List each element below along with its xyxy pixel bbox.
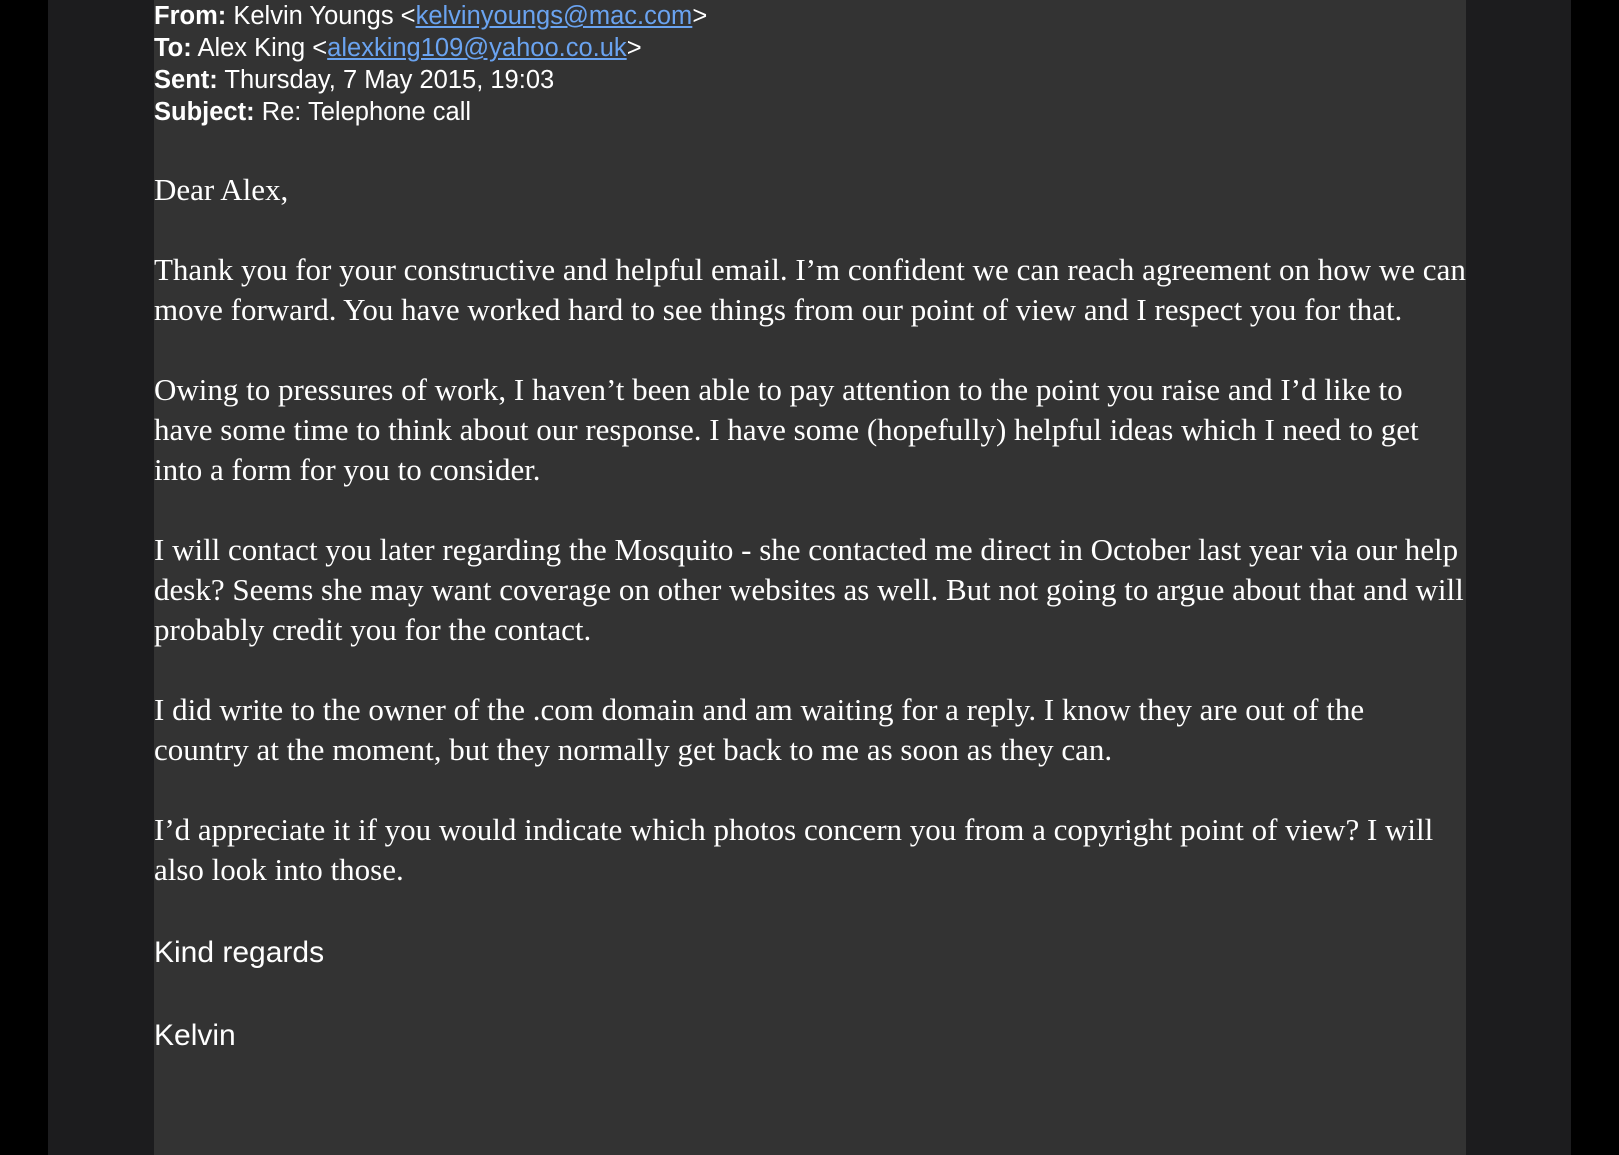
from-label: From: [154, 2, 227, 30]
sent-label: Sent: [154, 66, 218, 94]
subject-row [154, 96, 1454, 128]
body-paragraph: I will contact you later regarding the Mosquito - she contacted me direct in October last year via our help desk? Seems she may want coverage on other websites as well. But not going to argue about that and will probably credit you for the contact. [154, 532, 1464, 647]
body-paragraph: I’d appreciate it if you would indicate which photos concern you from a copyright point of view? I will also look into those. [154, 812, 1434, 887]
from-email-link[interactable]: kelvinyoungs@mac.com [415, 2, 693, 30]
subject-label: Subject: [154, 98, 255, 126]
greeting: Dear Alex, [154, 172, 289, 207]
sent-value: Thursday, 7 May 2015, 19:03 [224, 66, 555, 94]
email-body [154, 170, 1466, 1056]
email-header [154, 0, 1454, 128]
body-paragraph: I did write to the owner of the .com domain and am waiting for a reply. I know they are out of the country at the moment, but they normally get back to me as soon as they can. [154, 692, 1365, 767]
body-paragraph: Owing to pressures of work, I haven’t been able to pay attention to the point you raise and I’d like to have some time to think about our response. I have some (hopefully) helpful ideas which I need to get into a form for you to consider. [154, 372, 1419, 487]
body-paragraph: Thank you for your constructive and helpful email. I’m confident we can reach agreement on how we can move forward. You have worked hard to see things from our point of view and I respect you for that. [154, 252, 1466, 327]
from-row: From: Kelvin Youngs <kelvinyoungs@mac.com> [154, 2, 708, 30]
subject-value: Re: Telephone call [261, 98, 472, 126]
closing: Kind regards [154, 936, 325, 969]
from-name: Kelvin Youngs [233, 2, 394, 30]
sent-row [154, 64, 1454, 96]
to-email-link[interactable]: alexking109@yahoo.co.uk [327, 34, 627, 62]
to-row: To: Alex King <alexking109@yahoo.co.uk> [154, 34, 642, 62]
to-name: Alex King [197, 34, 306, 62]
signature: Kelvin [154, 1019, 236, 1052]
to-label: To: [154, 34, 192, 62]
